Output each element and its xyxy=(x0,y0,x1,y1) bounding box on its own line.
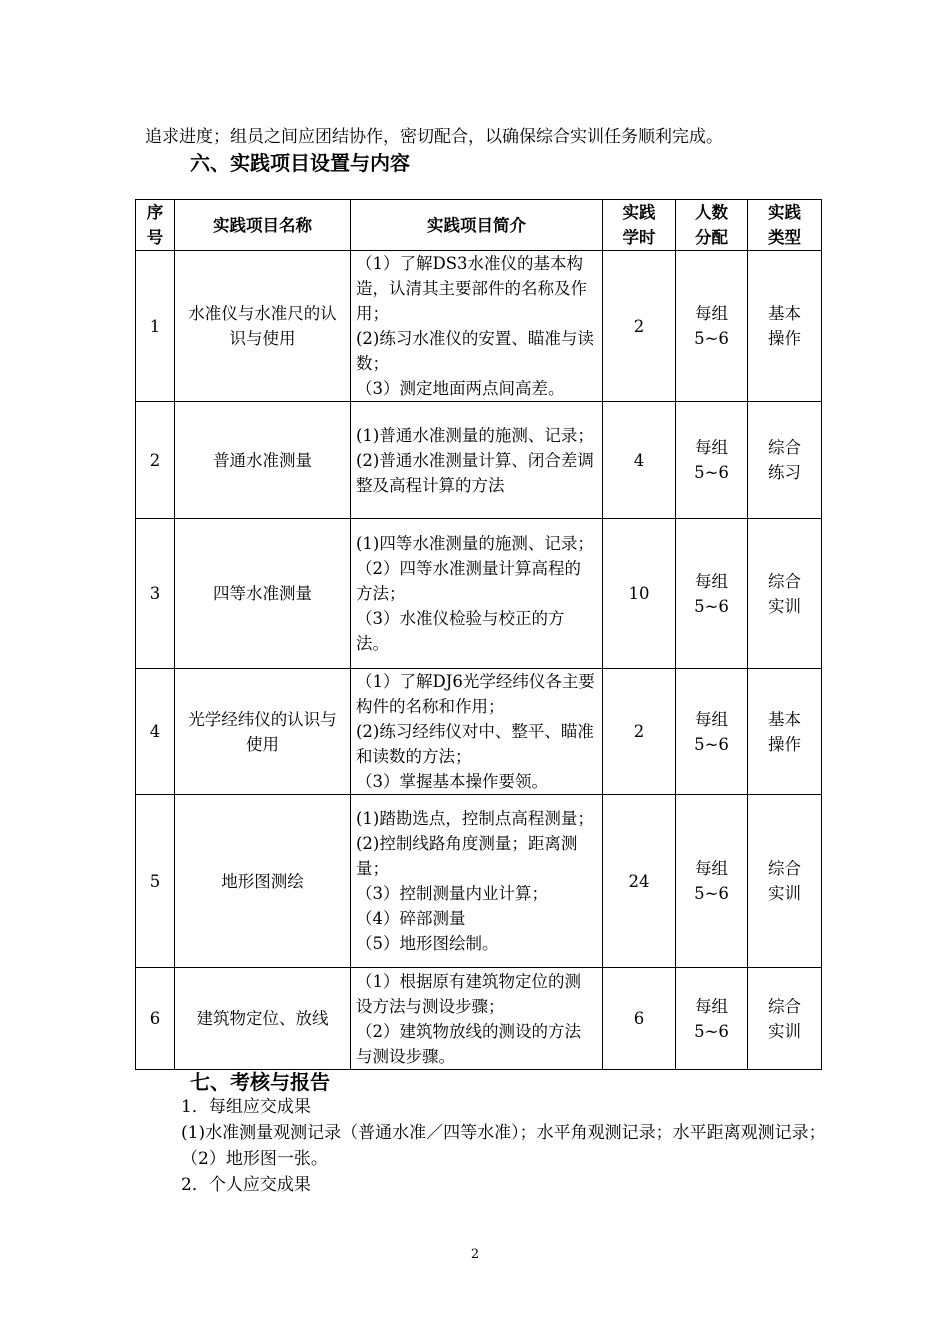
cell-name: 地形图测绘 xyxy=(175,795,351,968)
individual-results-title: 2．个人应交成果 xyxy=(181,1175,311,1195)
table-row xyxy=(136,669,822,795)
cell-no: 4 xyxy=(136,669,175,795)
cell-type: 基本 操作 xyxy=(748,251,822,402)
header-name: 实践项目名称 xyxy=(175,200,351,251)
cell-desc: （1）根据原有建筑物定位的测设方法与测设步骤； （2）建筑物放线的测设的方法与测设步骤。 xyxy=(351,968,603,1070)
cell-people: 每组 5~6 xyxy=(676,402,748,519)
cell-name: 光学经纬仪的认识与使用 xyxy=(175,669,351,795)
table-row xyxy=(136,251,822,402)
cell-type: 综合 练习 xyxy=(748,402,822,519)
cell-name: 建筑物定位、放线 xyxy=(175,968,351,1070)
cell-people: 每组 5~6 xyxy=(676,795,748,968)
cell-desc: (1)普通水准测量的施测、记录； (2)普通水准测量计算、闭合差调整及高程计算的方法 xyxy=(351,402,603,519)
cell-hours: 4 xyxy=(603,402,676,519)
practice-items-table xyxy=(135,199,822,1070)
cell-name: 水准仪与水准尺的认识与使用 xyxy=(175,251,351,402)
cell-name: 普通水准测量 xyxy=(175,402,351,519)
section-7-heading: 七、考核与报告 xyxy=(190,1070,330,1094)
table-row xyxy=(136,795,822,968)
section-6-heading: 六、实践项目设置与内容 xyxy=(190,151,410,175)
cell-hours: 10 xyxy=(603,519,676,669)
cell-no: 3 xyxy=(136,519,175,669)
cell-hours: 2 xyxy=(603,669,676,795)
header-people: 人数 分配 xyxy=(676,200,748,251)
cell-people: 每组 5~6 xyxy=(676,669,748,795)
table-header-row xyxy=(136,200,822,251)
table-row xyxy=(136,519,822,669)
header-no: 序 号 xyxy=(136,200,175,251)
group-results-item-1: (1)水准测量观测记录（普通水准／四等水准）；水平角观测记录；水平距离观测记录； xyxy=(181,1123,826,1143)
cell-people: 每组 5~6 xyxy=(676,968,748,1070)
page-number: 2 xyxy=(470,1247,480,1262)
intro-paragraph: 追求进度；组员之间应团结协作，密切配合，以确保综合实训任务顺利完成。 xyxy=(145,127,723,147)
cell-hours: 2 xyxy=(603,251,676,402)
cell-type: 综合 实训 xyxy=(748,795,822,968)
cell-type: 综合 实训 xyxy=(748,519,822,669)
header-type: 实践 类型 xyxy=(748,200,822,251)
cell-desc: (1)踏勘选点，控制点高程测量； (2)控制线路角度测量；距离测量； （3）控制测量内业计算； （4）碎部测量 （5）地形图绘制。 xyxy=(351,795,603,968)
cell-desc: （1）了解DS3水准仪的基本构造，认清其主要部件的名称及作用； (2)练习水准仪的安置、瞄准与读数； （3）测定地面两点间高差。 xyxy=(351,251,603,402)
cell-hours: 24 xyxy=(603,795,676,968)
table-row xyxy=(136,968,822,1070)
cell-no: 6 xyxy=(136,968,175,1070)
cell-people: 每组 5~6 xyxy=(676,251,748,402)
cell-people: 每组 5~6 xyxy=(676,519,748,669)
section-7-body xyxy=(145,1094,835,1198)
cell-type: 基本 操作 xyxy=(748,669,822,795)
cell-no: 1 xyxy=(136,251,175,402)
table-row xyxy=(136,402,822,519)
header-desc: 实践项目简介 xyxy=(351,200,603,251)
cell-name: 四等水准测量 xyxy=(175,519,351,669)
cell-hours: 6 xyxy=(603,968,676,1070)
cell-no: 5 xyxy=(136,795,175,968)
cell-type: 综合 实训 xyxy=(748,968,822,1070)
cell-desc: （1）了解DJ6光学经纬仪各主要构件的名称和作用； (2)练习经纬仪对中、整平、瞄准和读数的方法； （3）掌握基本操作要领。 xyxy=(351,669,603,795)
cell-no: 2 xyxy=(136,402,175,519)
group-results-title: 1．每组应交成果 xyxy=(181,1097,311,1117)
group-results-item-2: （2）地形图一张。 xyxy=(181,1149,328,1169)
header-hours: 实践 学时 xyxy=(603,200,676,251)
cell-desc: (1)四等水准测量的施测、记录； （2）四等水准测量计算高程的方法； （3）水准仪检验与校正的方法。 xyxy=(351,519,603,669)
